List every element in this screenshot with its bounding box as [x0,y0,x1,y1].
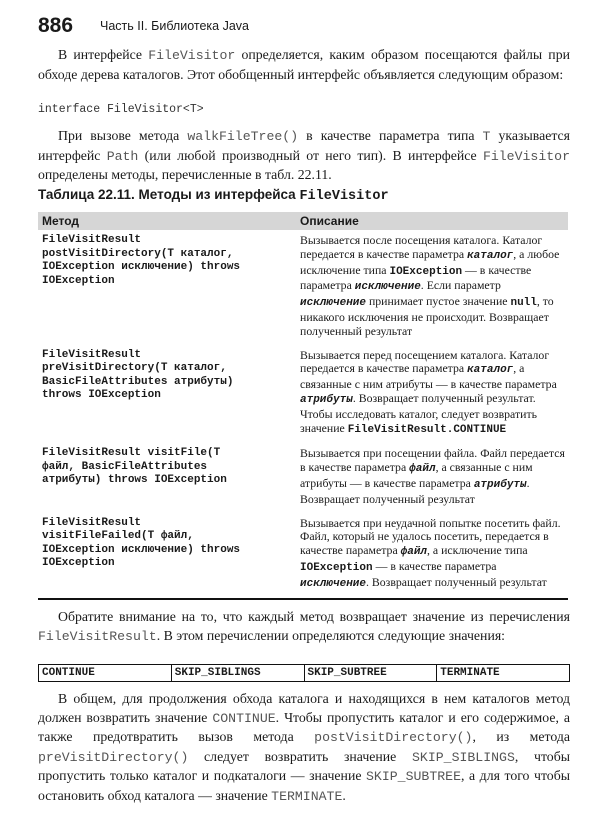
running-head: Часть II. Библиотека Java [100,19,249,33]
method-signature: FileVisitResult visitFile(T файл, BasicFileAttributes атрибуты) throws IOException [42,447,227,487]
constant-continue: CONTINUE [42,667,95,679]
after-table-paragraph: Обратите внимание на то, что каждый метод возвращает значение из перечисления FileVisitResult. В этом перечислении определяются следующие значения: [38,609,570,644]
table-title: Таблица 22.11. Методы из интерфейса FileVisitor [38,187,389,204]
code-declaration: interface FileVisitor<T> [38,103,204,116]
table-header [38,212,568,230]
method-description: Вызывается после посещения каталога. Каталог передается в качестве параметра каталог, а любое исключение типа IOException — в качестве параметра исключение. Если параметр исключение принимает пустое значение null, то никакого исключения не происходит. Возвращает полученный результат [300,233,560,338]
methods-table [38,212,568,600]
column-method: Метод [42,214,80,228]
method-description: Вызывается при неудачной попытке посетить файл. Файл, который не удалось посетить, передается в качестве параметра файл, а исключение типа IOException — в качестве параметра исключение. Возвращает полученный результат [300,515,561,590]
intro-paragraph-1: В интерфейсе FileVisitor определяется, каким образом посещаются файлы при обходе дерева каталогов. Этот обобщенный интерфейс объявляется следующим образом: [38,47,570,82]
table-row [38,443,568,512]
column-description: Описание [300,214,359,228]
intro-paragraph-2: При вызове метода walkFileTree() в качестве параметра типа T указывается интерфейс Path (или любой производный от него тип). В интерфейсе FileVisitor определены методы, перечисленные в табл. 22.11. [38,128,570,182]
method-signature: FileVisitResult postVisitDirectory(T каталог, IOException исключение) throws IOException [42,234,241,287]
table-row [38,513,568,598]
table-row [38,230,568,345]
table-row [38,345,568,444]
page-number: 886 [38,14,74,37]
constants-table [38,664,570,682]
method-description: Вызывается перед посещением каталога. Каталог передается в качестве параметра каталог, а связанные с ним атрибуты — в качестве параметра атрибуты. Возвращает полученный результат. Чтобы исследовать каталог, следует возвратить значение FileVisitResult.CONTINUE [300,347,557,436]
constant-skip-siblings: SKIP_SIBLINGS [171,665,304,681]
page-header [38,14,570,40]
constant-terminate: TERMINATE [436,665,569,681]
method-signature: FileVisitResult visitFileFailed(T файл, IOException исключение) throws IOException [42,516,241,570]
method-signature: FileVisitResult preVisitDirectory(T каталог, BasicFileAttributes атрибуты) throws IOException [42,348,234,402]
closing-paragraph: В общем, для продолжения обхода каталога и находящихся в нем каталогов метод должен возвратить значение CONTINUE. Чтобы пропустить каталог и его содержимое, а также предотвратить вызов метода postVisitDirectory(), из метода preVisitDirectory() следует возвратить значение SKIP_SIBLINGS, чтобы пропустить только каталог и подкаталоги — значение SKIP_SUBTREE, а для того чтобы остановить обход каталога — значение TERMINATE. [38,691,570,804]
method-description: Вызывается при посещении файла. Файл передается в качестве параметра файл, а связанные с ним атрибуты — в качестве параметра атрибуты. Возвращает полученный результат [300,446,565,506]
constant-skip-subtree: SKIP_SUBTREE [304,665,437,681]
